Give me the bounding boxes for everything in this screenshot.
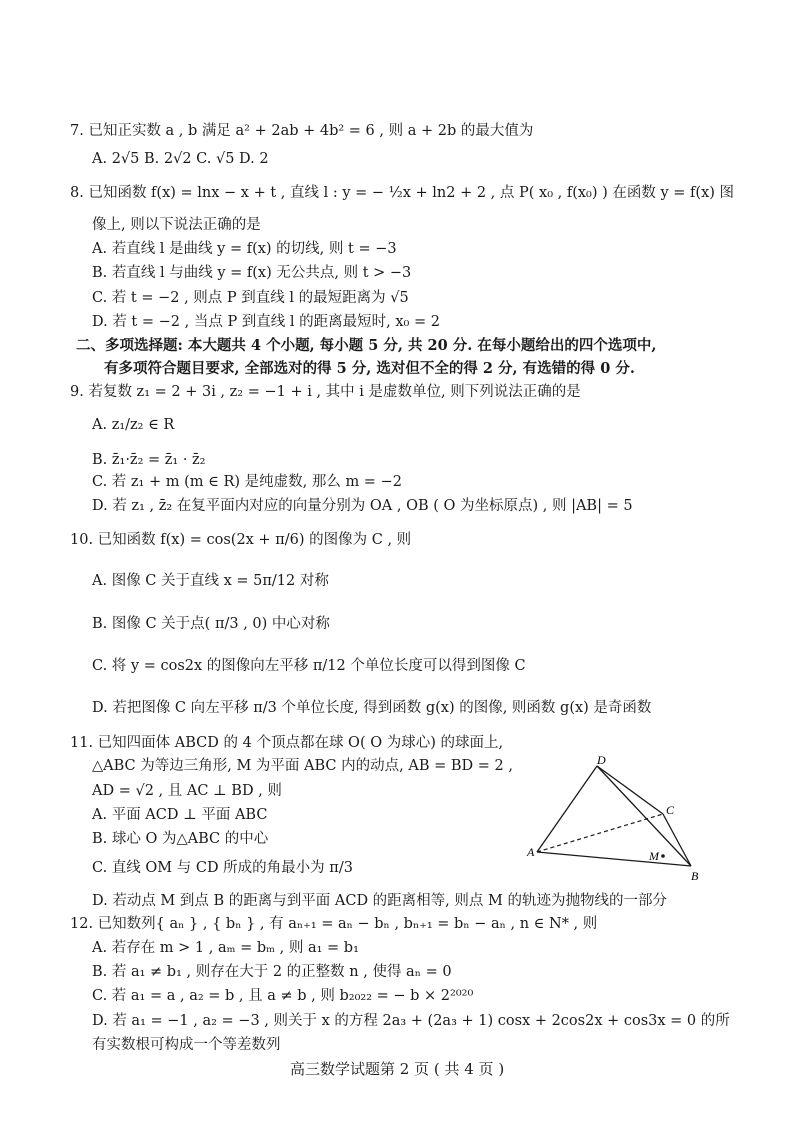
q11-option-d: D. 若动点 M 到点 B 的距离与到平面 ACD 的距离相等, 则点 M 的轨迹为抛物线的一部分	[92, 893, 667, 909]
tetrahedron-figure	[525, 752, 715, 882]
q11-stem-line2: △ABC 为等边三角形, M 为平面 ABC 内的动点, AB = BD = 2 ,	[92, 758, 513, 774]
q8-stem-line1: 8. 已知函数 f(x) = lnx − x + t , 直线 l : y = − ½x + ln2 + 2 , 点 P( x₀ , f(x₀) ) 在函数 y = f(x) 图	[70, 185, 735, 201]
q8-option-d: D. 若 t = −2 , 当点 P 到直线 l 的距离最短时, x₀ = 2	[92, 314, 440, 330]
edge-db	[597, 766, 691, 866]
q7-stem: 7. 已知正实数 a , b 满足 a² + 2ab + 4b² = 6 , 则 a + 2b 的最大值为	[70, 123, 534, 139]
q8-option-b: B. 若直线 l 与曲线 y = f(x) 无公共点, 则 t > −3	[92, 265, 412, 281]
q9-option-a: A. z₁/z₂ ∈ R	[92, 417, 175, 433]
q12-stem: 12. 已知数列{ aₙ } , { bₙ } , 有 aₙ₊₁ = aₙ − bₙ , bₙ₊₁ = bₙ − aₙ , n ∈ N* , 则	[70, 916, 598, 932]
q12-option-d-line1: D. 若 a₁ = −1 , a₂ = −3 , 则关于 x 的方程 2a₃ + (2a₃ + 1) cosx + 2cos2x + cos3x = 0 的所	[92, 1013, 730, 1029]
q12-option-a: A. 若存在 m > 1 , aₘ = bₘ , 则 a₁ = b₁	[92, 940, 359, 956]
label-a: A	[527, 845, 535, 859]
q9-option-d: D. 若 z₁ , z̄₂ 在复平面内对应的向量分别为 OA , OB ( O 为坐标原点) , 则 |AB| = 5	[92, 498, 633, 514]
point-m	[661, 854, 665, 858]
label-c: C	[666, 803, 675, 817]
edge-ab	[537, 852, 691, 866]
q9-option-b: B. z̄₁·z̄₂ = z̄₁ · z̄₂	[92, 452, 206, 468]
q9-stem: 9. 若复数 z₁ = 2 + 3i , z₂ = −1 + i , 其中 i 是虚数单位, 则下列说法正确的是	[70, 384, 581, 400]
q9-option-c: C. 若 z₁ + m (m ∈ R) 是纯虚数, 那么 m = −2	[92, 474, 402, 490]
q12-option-c: C. 若 a₁ = a , a₂ = b , 且 a ≠ b , 则 b₂₀₂₂ = − b × 2²⁰²⁰	[92, 988, 474, 1004]
q10-stem: 10. 已知函数 f(x) = cos(2x + π/6) 的图像为 C , 则	[70, 532, 412, 548]
q11-stem-line3: AD = √2 , 且 AC ⊥ BD , 则	[92, 783, 282, 799]
q8-option-c: C. 若 t = −2 , 则点 P 到直线 l 的最短距离为 √5	[92, 290, 409, 306]
q11-option-a: A. 平面 ACD ⊥ 平面 ABC	[92, 807, 268, 823]
edge-ad	[537, 766, 597, 852]
edge-ac-hidden	[537, 814, 663, 852]
edge-dc	[597, 766, 663, 814]
section2-header-line2: 有多项符合题目要求, 全部选对的得 5 分, 选对但不全的得 2 分, 有选错的得 0 分.	[104, 360, 635, 377]
q10-option-d: D. 若把图像 C 向左平移 π/3 个单位长度, 得到函数 g(x) 的图像, 则函数 g(x) 是奇函数	[92, 700, 652, 716]
q11-option-b: B. 球心 O 为△ABC 的中心	[92, 831, 269, 847]
q10-option-b: B. 图像 C 关于点( π/3 , 0) 中心对称	[92, 616, 330, 632]
page-footer: 高三数学试题第 2 页 ( 共 4 页 )	[290, 1060, 505, 1078]
section2-header-line1: 二、多项选择题: 本大题共 4 个小题, 每小题 5 分, 共 20 分. 在每小题给出的四个选项中,	[76, 337, 657, 354]
q7-options: A. 2√5 B. 2√2 C. √5 D. 2	[92, 151, 269, 167]
q11-stem-line1: 11. 已知四面体 ABCD 的 4 个顶点都在球 O( O 为球心) 的球面上,	[70, 735, 504, 751]
q10-option-c: C. 将 y = cos2x 的图像向左平移 π/12 个单位长度可以得到图像 C	[92, 658, 526, 674]
q10-option-a: A. 图像 C 关于直线 x = 5π/12 对称	[92, 573, 329, 589]
q11-option-c: C. 直线 OM 与 CD 所成的角最小为 π/3	[92, 860, 353, 876]
label-b: B	[691, 869, 699, 882]
q12-option-b: B. 若 a₁ ≠ b₁ , 则存在大于 2 的正整数 n , 使得 aₙ = 0	[92, 964, 452, 980]
q8-stem-line2: 像上, 则以下说法正确的是	[92, 217, 261, 233]
label-d: D	[597, 753, 606, 767]
q8-option-a: A. 若直线 l 是曲线 y = f(x) 的切线, 则 t = −3	[92, 241, 397, 257]
label-m: M	[649, 849, 659, 863]
q12-option-d-line2: 有实数根可构成一个等差数列	[92, 1037, 281, 1053]
